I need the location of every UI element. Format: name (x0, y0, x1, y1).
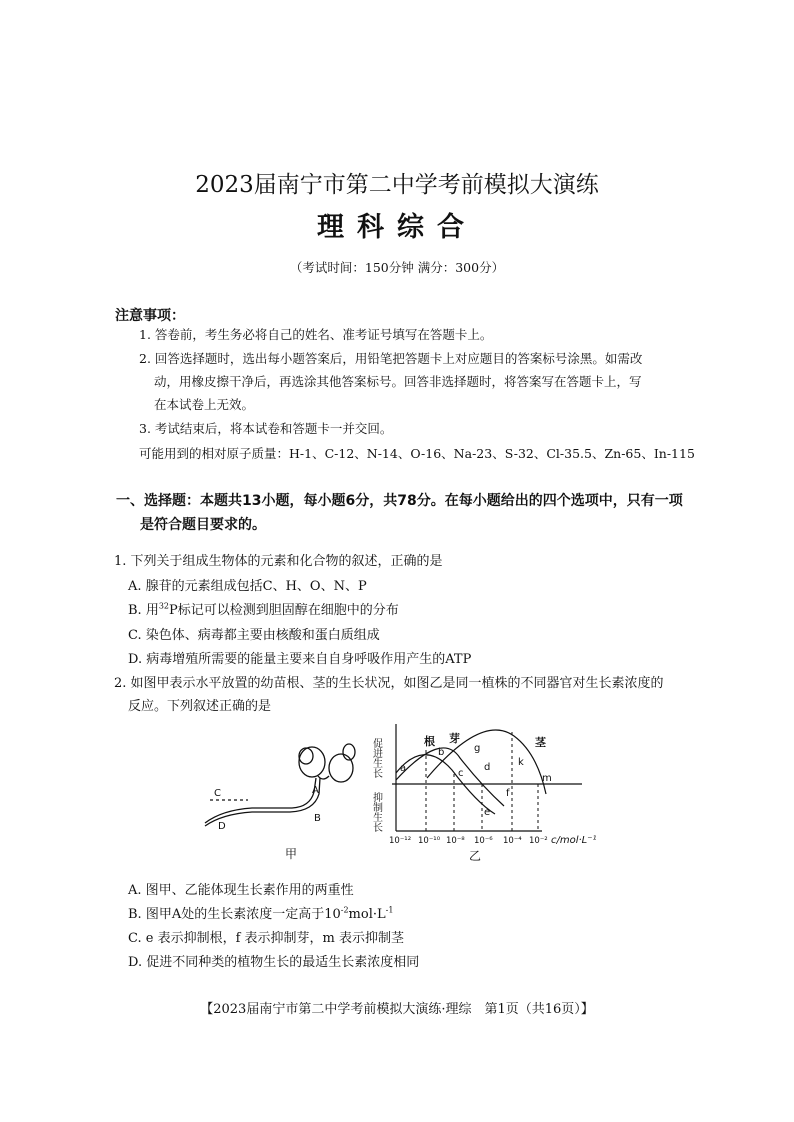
q1-option-b-sup: 32 (158, 601, 170, 611)
seedling-stem-lower (205, 778, 320, 826)
jia-label-d: D (218, 821, 226, 832)
x-tick-4: 10⁻⁶ (474, 836, 493, 846)
point-m: m (542, 773, 552, 784)
point-d: d (484, 762, 491, 773)
jia-caption: 甲 (285, 847, 298, 861)
seedling-figure (205, 744, 355, 826)
q2-figure (192, 718, 610, 866)
point-f: f (506, 788, 510, 799)
notice-item-1: 1. 答卷前，考生务必将自己的姓名、准考证号填写在答题卡上。 (139, 327, 493, 342)
atomic-masses: 可能用到的相对原子质量：H-1、C-12、N-14、O-16、Na-23、S-32、Cl-35.5、Zn-65、In-115 (139, 446, 695, 461)
notice-item-2-line-3: 在本试卷上无效。 (154, 397, 255, 412)
point-k: k (518, 757, 524, 768)
exam-info: （考试时间：150分钟 满分：300分） (289, 260, 505, 275)
exam-title: 2023届南宁市第二中学考前模拟大演练 (195, 172, 599, 198)
point-a: a (400, 763, 407, 774)
jia-label-c: C (214, 788, 221, 799)
yi-caption: 乙 (469, 849, 482, 863)
q1-option-b (128, 599, 399, 618)
jia-label-b: B (314, 813, 321, 824)
x-unit: c/mol·L⁻¹ (551, 835, 597, 846)
q1-option-d: D. 病毒增殖所需要的能量主要来自自身呼吸作用产生的ATP (128, 652, 472, 667)
curve-label-bud: 芽 (449, 732, 460, 745)
x-tick-5: 10⁻⁴ (503, 836, 522, 846)
q2-option-c: C. e 表示抑制根，f 表示抑制芽，m 表示抑制茎 (128, 931, 404, 946)
curve-label-stem: 茎 (535, 736, 546, 749)
subject-title: 理科综合 (317, 212, 477, 243)
q2-option-b-sup2: -1 (385, 905, 394, 915)
y-label-lower: 抑制生长 (370, 792, 382, 832)
notice-heading: 注意事项： (115, 308, 185, 324)
q2-stem-line-1: 2. 如图甲表示水平放置的幼苗根、茎的生长状况，如图乙是同一植株的不同器官对生长素浓度的 (114, 676, 664, 691)
x-tick-3: 10⁻⁸ (446, 836, 465, 846)
notice-item-2-line-2: 动，用橡皮擦干净后，再选涂其他答案标号。回答非选择题时，将答案写在答题卡上，写 (154, 374, 642, 389)
point-e: e (484, 807, 491, 818)
cotyledon-right (329, 754, 353, 782)
notice-item-3: 3. 考试结束后，将本试卷和答题卡一并交回。 (139, 421, 393, 436)
point-c: c (458, 768, 464, 779)
q2-option-a: A. 图甲、乙能体现生长素作用的两重性 (128, 883, 354, 898)
q1-option-b-post: P标记可以检测到胆固醇在细胞中的分布 (169, 603, 399, 618)
point-g: g (474, 743, 481, 754)
curve-label-root: 根 (424, 735, 435, 748)
q1-option-b-pre: B. 用 (128, 603, 159, 618)
q2-option-b-pre: B. 图甲A处的生长素浓度一定高于10 (128, 907, 341, 922)
q2-option-b (128, 903, 393, 922)
x-tick-2: 10⁻¹⁰ (418, 836, 441, 846)
cotyledon-left-inner (299, 748, 313, 764)
notice-item-2-line-1: 2. 回答选择题时，选出每小题答案后，用铅笔把答题卡上对应题目的答案标号涂黑。如需改 (139, 351, 643, 366)
q1-option-a: A. 腺苷的元素组成包括C、H、O、N、P (128, 579, 367, 594)
x-tick-6: 10⁻² (529, 836, 548, 846)
q2-option-b-post: mol·L (348, 907, 386, 922)
q2-option-b-sup: -2 (340, 905, 349, 915)
bud-curve (396, 748, 504, 806)
q1-option-c: C. 染色体、病毒都主要由核酸和蛋白质组成 (128, 628, 380, 643)
section-heading-line-1: 一、选择题：本题共13小题，每小题6分，共78分。在每小题给出的四个选项中，只有一项 (116, 493, 683, 509)
seedling-stem (205, 778, 316, 823)
y-label-upper: 促进生长 (370, 738, 382, 778)
jia-label-a: A (312, 785, 319, 796)
section-heading-line-2: 是符合题目要求的。 (140, 517, 266, 533)
section-heading (116, 489, 683, 537)
q1-stem: 1. 下列关于组成生物体的元素和化合物的叙述，正确的是 (114, 554, 443, 569)
q2-option-d: D. 促进不同种类的植物生长的最适生长素浓度相同 (128, 955, 420, 970)
point-b: b (438, 747, 445, 758)
page-footer: 【2023届南宁市第二中学考前模拟大演练·理综 第1页（共16页）】 (200, 1002, 594, 1017)
x-tick-1: 10⁻¹² (389, 836, 412, 846)
q2-stem-line-2: 反应。下列叙述正确的是 (128, 699, 272, 714)
